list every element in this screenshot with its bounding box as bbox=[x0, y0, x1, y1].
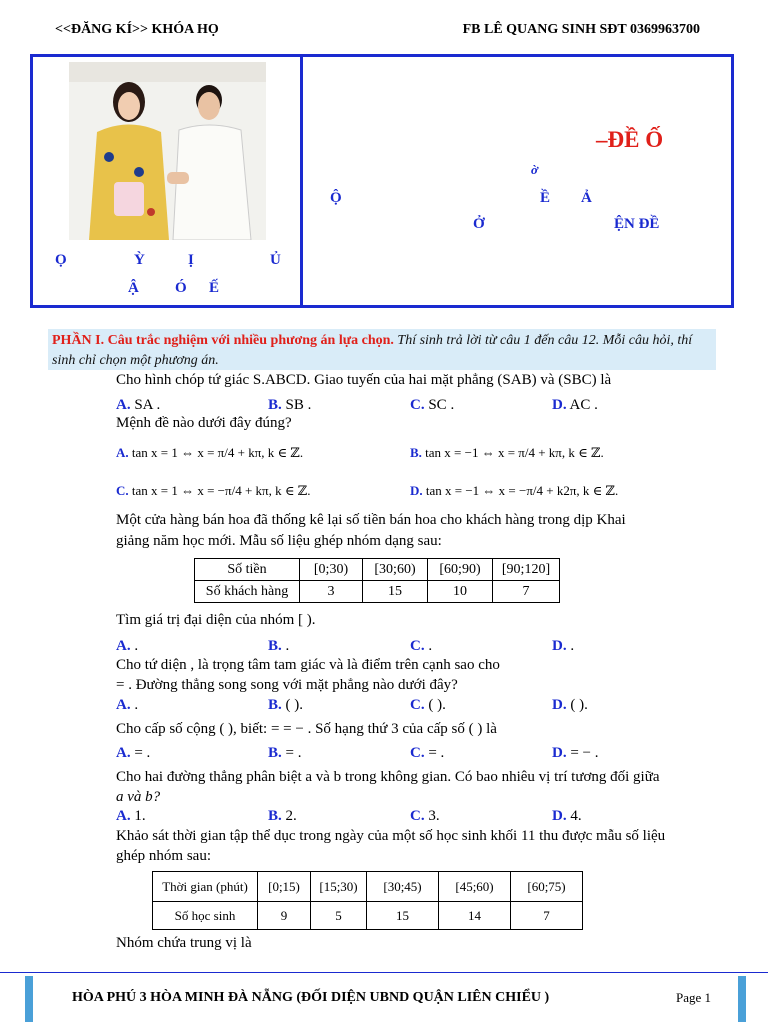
q7-table-cell: 15 bbox=[367, 902, 439, 930]
q5-option-c: C. = . bbox=[410, 745, 445, 761]
footer-page-number: Page 1 bbox=[676, 990, 712, 1005]
banner-line3-a: Ở bbox=[473, 216, 485, 232]
q6-option-b: B. 2. bbox=[268, 808, 297, 824]
banner-left-line1-d: Ủ bbox=[270, 252, 281, 268]
q2-option-a: A. tan x = 1 ⇔ x = π/4 + kπ, k ∈ ℤ. bbox=[116, 445, 304, 460]
q1-option-b: B. SB . bbox=[268, 397, 312, 413]
q7-table-cell: [45;60) bbox=[439, 872, 511, 902]
q4-option-a: A. . bbox=[116, 697, 139, 713]
q7-table-cell: 9 bbox=[258, 902, 311, 930]
footer-right-accent bbox=[738, 976, 746, 1022]
q3-option-d: D. . bbox=[552, 638, 575, 654]
q6-option-a: A. 1. bbox=[116, 808, 146, 824]
q3-table-cell: 3 bbox=[300, 581, 363, 603]
banner-left-line1-b: Ỳ bbox=[134, 252, 145, 268]
q7-data-table bbox=[152, 871, 583, 930]
q2-stem: Mệnh đề nào dưới đây đúng? bbox=[116, 415, 292, 431]
q7-table-cell: [60;75) bbox=[511, 872, 583, 902]
q1-stem: Cho hình chóp tứ giác S.ABCD. Giao tuyến của hai mặt phẳng (SAB) và (SBC) là bbox=[116, 372, 612, 388]
banner-left-line2-a: Ậ bbox=[128, 280, 139, 296]
q3-table-cell: 7 bbox=[493, 581, 560, 603]
banner-left-line2-c: Ế bbox=[209, 280, 220, 296]
q7-stem-line1: Khảo sát thời gian tập thể dục trong ngày của một số học sinh khối 11 thu được mẫu số liệu bbox=[116, 828, 666, 844]
q7-table-cell: 7 bbox=[511, 902, 583, 930]
q7-ask: Nhóm chứa trung vị là bbox=[116, 935, 252, 951]
q3-table-cell: [30;60) bbox=[363, 559, 428, 581]
teacher-photo bbox=[69, 62, 266, 240]
q7-table-cell: [15;30) bbox=[311, 872, 367, 902]
q4-stem-line2: = . Đường thẳng song song với mặt phẳng nào dưới đây? bbox=[116, 677, 458, 693]
q3-table-cell: [60;90) bbox=[428, 559, 493, 581]
q4-option-c: C. ( ). bbox=[410, 697, 446, 713]
banner-line1: ờ bbox=[531, 162, 538, 177]
banner-line2-b: Ề bbox=[540, 190, 551, 206]
q1-option-c: C. SC . bbox=[410, 397, 455, 413]
header-left: <<ĐĂNG KÍ>> KHÓA HỌ bbox=[55, 22, 219, 37]
q3-option-b: B. . bbox=[268, 638, 290, 654]
q2-option-b: B. tan x = −1 ⇔ x = π/4 + kπ, k ∈ ℤ. bbox=[410, 445, 604, 460]
q3-stem-line2: giảng năm học mới. Mẫu số liệu ghép nhóm dạng sau: bbox=[116, 533, 442, 549]
q1-option-a: A. SA . bbox=[116, 397, 161, 413]
header-right: FB LÊ QUANG SINH SĐT 0369963700 bbox=[462, 22, 700, 37]
q6-stem-line1: Cho hai đường thẳng phân biệt a và b trong không gian. Có bao nhiêu vị trí tương đối giữa bbox=[116, 769, 660, 785]
q2-option-c: C. tan x = 1 ⇔ x = −π/4 + kπ, k ∈ ℤ. bbox=[116, 483, 311, 498]
q5-option-a: A. = . bbox=[116, 745, 151, 761]
q6-option-c: C. 3. bbox=[410, 808, 440, 824]
banner-line2-a: Ộ bbox=[330, 190, 342, 206]
q5-option-d: D. = − . bbox=[552, 745, 599, 761]
q7-table-cell: 14 bbox=[439, 902, 511, 930]
q1-option-d: D. AC . bbox=[552, 397, 598, 413]
q6-stem-line2: a và b? bbox=[116, 789, 161, 805]
banner-line2-c: Ả bbox=[581, 190, 592, 206]
q4-stem-line1: Cho tứ diện , là trọng tâm tam giác và là điểm trên cạnh sao cho bbox=[116, 657, 500, 673]
banner-left-line1-a: Ọ bbox=[55, 252, 67, 268]
footer-left-accent bbox=[25, 976, 33, 1022]
q3-table-header: Số tiền bbox=[195, 559, 300, 581]
q7-table-cell: 5 bbox=[311, 902, 367, 930]
q3-table-cell: [90;120] bbox=[493, 559, 560, 581]
banner-divider bbox=[300, 54, 303, 308]
q7-stem-line2: ghép nhóm sau: bbox=[116, 848, 211, 864]
q3-ask: Tìm giá trị đại diện của nhóm [ ). bbox=[116, 612, 316, 628]
q3-table-cell: 10 bbox=[428, 581, 493, 603]
q3-table-cell: [0;30) bbox=[300, 559, 363, 581]
q7-table-header: Số học sinh bbox=[153, 902, 258, 930]
q7-table-header: Thời gian (phút) bbox=[153, 872, 258, 902]
q3-option-a: A. . bbox=[116, 638, 139, 654]
banner-left-line1-c: Ị bbox=[188, 252, 194, 268]
q3-table-header: Số khách hàng bbox=[195, 581, 300, 603]
footer-rule bbox=[0, 972, 768, 973]
banner-line3-b: ỆN ĐỀ bbox=[614, 216, 660, 232]
q3-stem-line1: Một cửa hàng bán hoa đã thống kê lại số tiền bán hoa cho khách hàng trong dịp Khai bbox=[116, 512, 626, 528]
q7-table-cell: [0;15) bbox=[258, 872, 311, 902]
q3-table-cell: 15 bbox=[363, 581, 428, 603]
q3-option-c: C. . bbox=[410, 638, 433, 654]
footer-address: HÒA PHÚ 3 HÒA MINH ĐÀ NẴNG (ĐỐI DIỆN UBND QUẬN LIÊN CHIỂU ) bbox=[72, 990, 550, 1005]
q4-option-b: B. ( ). bbox=[268, 697, 304, 713]
banner-left-line2-b: Ó bbox=[175, 280, 187, 296]
section-title: PHẦN I. Câu trắc nghiệm với nhiều phương án lựa chọn. bbox=[52, 333, 394, 348]
section-instruction: Thí sinh trả lời từ câu 1 đến câu 12. Mỗi câu hỏi, thí sinh chỉ chọn một phương án. bbox=[52, 333, 693, 368]
q6-option-d: D. 4. bbox=[552, 808, 582, 824]
q5-option-b: B. = . bbox=[268, 745, 302, 761]
q3-data-table bbox=[194, 558, 560, 603]
q4-option-d: D. ( ). bbox=[552, 697, 588, 713]
section-heading bbox=[48, 329, 716, 370]
q2-option-d: D. tan x = −1 ⇔ x = −π/4 + k2π, k ∈ ℤ. bbox=[410, 483, 619, 498]
banner-title: –ĐỀ Ố bbox=[596, 127, 664, 152]
q7-table-cell: [30;45) bbox=[367, 872, 439, 902]
q5-stem: Cho cấp số cộng ( ), biết: = = − . Số hạng thứ 3 của cấp số ( ) là bbox=[116, 721, 497, 737]
